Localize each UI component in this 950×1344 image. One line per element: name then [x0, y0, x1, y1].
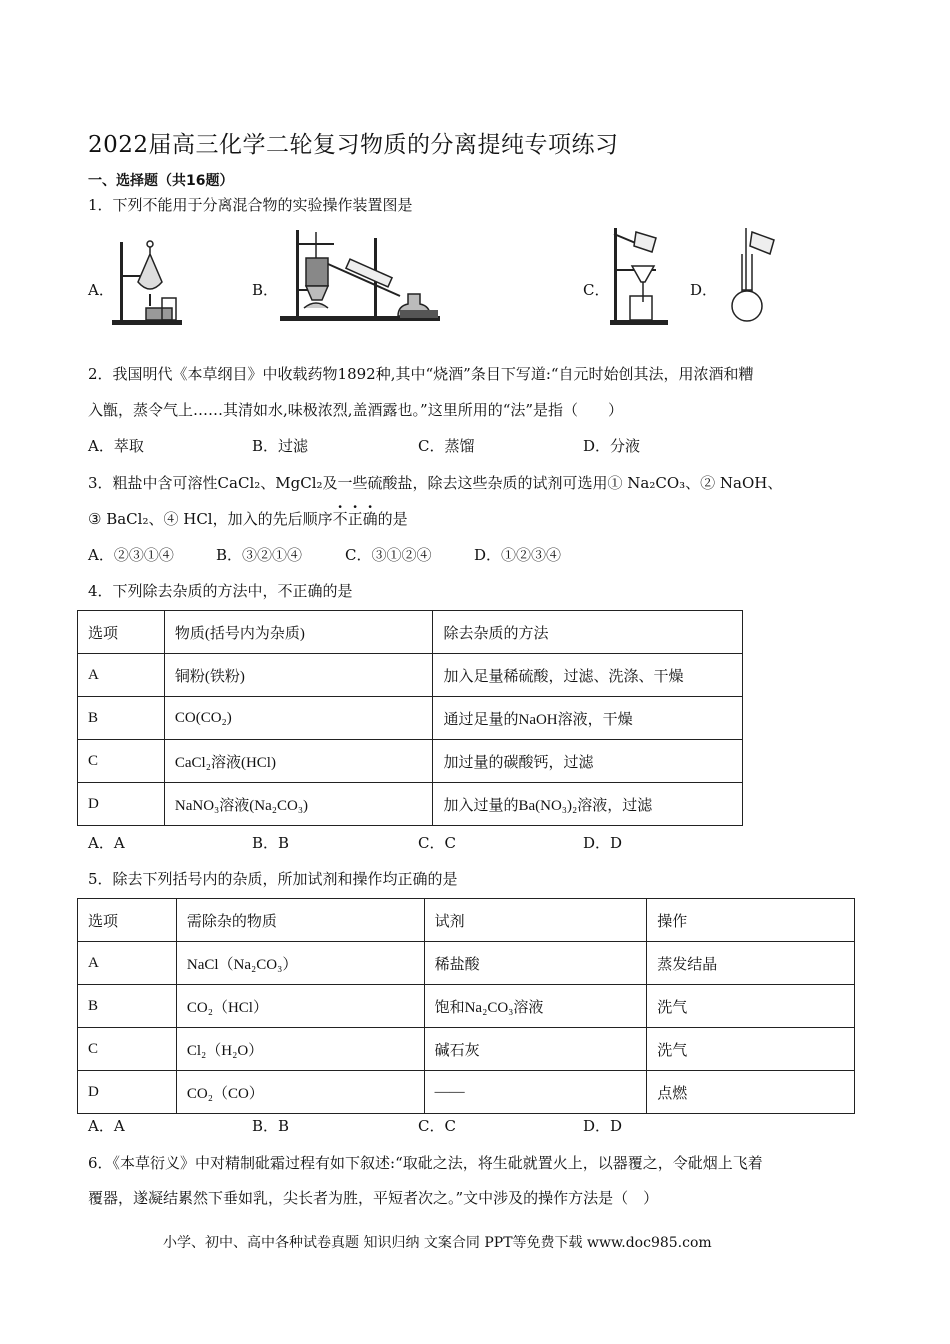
q3-option-b: B．③②①④ — [216, 546, 303, 564]
table-cell: A — [78, 942, 177, 985]
table-cell: D — [78, 1071, 177, 1114]
table-cell: 洗气 — [647, 1028, 855, 1071]
q1-option-d-label: D． — [690, 281, 718, 299]
table-header-cell: 试剂 — [424, 899, 647, 942]
table-cell: 铜粉(铁粉) — [164, 654, 433, 697]
table-cell: 加入足量稀硫酸，过滤、洗涤、干燥 — [433, 654, 743, 697]
table-cell: CO₂（CO） — [176, 1071, 424, 1114]
question-5-stem: 5．除去下列括号内的杂质，所加试剂和操作均正确的是 — [88, 870, 458, 888]
table-cell: D — [78, 783, 165, 826]
q1-option-a-label: A． — [88, 281, 114, 299]
table-row — [78, 697, 743, 740]
question-3-line-2 — [88, 508, 408, 529]
q3-option-a: A．②③①④ — [88, 546, 174, 564]
table-cell: 洗气 — [647, 985, 855, 1028]
question-1-stem: 1．下列不能用于分离混合物的实验操作装置图是 — [88, 196, 413, 214]
table-header-row — [78, 611, 743, 654]
volumetric-flask-transfer-icon — [722, 224, 782, 326]
page-footer: 小学、初中、高中各种试卷真题 知识归纳 文案合同 PPT等免费下载 www.doc985.com — [163, 1235, 712, 1251]
table-header-cell: 操作 — [647, 899, 855, 942]
table-cell: 加过量的碳酸钙，过滤 — [433, 740, 743, 783]
question-6-line-2: 覆器，遂凝结累然下垂如乳，尖长者为胜，平短者次之。”文中涉及的操作方法是（ ） — [88, 1189, 659, 1207]
filtration-apparatus-icon — [608, 224, 670, 328]
table-cell: CO₂（HCl） — [176, 985, 424, 1028]
emphasis-char: 确 — [362, 510, 378, 528]
table-cell: B — [78, 985, 177, 1028]
table-cell: 蒸发结晶 — [647, 942, 855, 985]
table-cell: NaNO₃溶液(Na₂CO₃) — [164, 783, 433, 826]
q5-option-b: B．B — [252, 1117, 290, 1135]
table-cell: 通过足量的NaOH溶液，干燥 — [433, 697, 743, 740]
question-3-line-1: 3．粗盐中含可溶性CaCl₂、MgCl₂及一些硫酸盐，除去这些杂质的试剂可选用① Na₂CO₃、② NaOH、 — [88, 474, 783, 492]
table-cell: C — [78, 740, 165, 783]
q5-option-d: D．D — [583, 1117, 623, 1135]
question-3-line-2-start: ③ BaCl₂、④ HCl，加入的先后顺序 — [88, 510, 333, 528]
table-cell: 加入过量的Ba(NO₃)₂溶液，过滤 — [433, 783, 743, 826]
table-cell: —— — [424, 1071, 647, 1114]
table-cell: NaCl（Na₂CO₃） — [176, 942, 424, 985]
table-header-cell: 物质(括号内为杂质) — [164, 611, 433, 654]
table-row — [78, 783, 743, 826]
table-cell: 碱石灰 — [424, 1028, 647, 1071]
table-row — [78, 740, 743, 783]
question-2-line-2: 入甑，蒸令气上……其清如水,味极浓烈,盖酒露也。”这里所用的“法”是指（ ） — [88, 401, 624, 419]
table-cell: CO(CO₂) — [164, 697, 433, 740]
q2-option-a: A．萃取 — [88, 437, 144, 455]
table-header-row — [78, 899, 855, 942]
question-4-stem: 4．下列除去杂质的方法中，不正确的是 — [88, 582, 353, 600]
table-cell: 点燃 — [647, 1071, 855, 1114]
q4-option-d: D．D — [583, 834, 623, 852]
question-6-line-1: 6．《本草衍义》中对精制砒霜过程有如下叙述:“取砒之法，将生砒就置火上，以器覆之，令砒烟上飞着 — [88, 1154, 763, 1172]
distillation-apparatus-icon — [280, 228, 440, 324]
q4-option-a: A．A — [88, 834, 125, 852]
q2-option-d: D．分液 — [583, 437, 641, 455]
table-cell: CaCl₂溶液(HCl) — [164, 740, 433, 783]
table-cell: C — [78, 1028, 177, 1071]
table-row — [78, 654, 743, 697]
table-row — [78, 1028, 855, 1071]
section-heading: 一、选择题（共16题） — [88, 173, 234, 189]
emphasis-char: 正 — [347, 510, 363, 528]
table-cell: B — [78, 697, 165, 740]
table-cell: 饱和Na₂CO₃溶液 — [424, 985, 647, 1028]
question-2-line-1: 2．我国明代《本草纲目》中收载药物1892种,其中“烧酒”条目下写道:“自元时始创其法，用浓酒和糟 — [88, 365, 754, 383]
table-header-cell: 选项 — [78, 611, 165, 654]
table-header-cell: 需除杂的物质 — [176, 899, 424, 942]
q4-option-b: B．B — [252, 834, 290, 852]
table-row — [78, 942, 855, 985]
page-title: 2022届高三化学二轮复习物质的分离提纯专项练习 — [88, 132, 619, 158]
q2-option-c: C．蒸馏 — [418, 437, 475, 455]
q5-option-a: A．A — [88, 1117, 125, 1135]
table-cell: Cl₂（H₂O） — [176, 1028, 424, 1071]
table-row — [78, 1071, 855, 1114]
separatory-funnel-apparatus-icon — [110, 236, 185, 328]
table-header-cell: 除去杂质的方法 — [433, 611, 743, 654]
q5-option-c: C．C — [418, 1117, 456, 1135]
q5-table — [77, 898, 855, 1114]
q4-table — [77, 610, 743, 826]
question-3-line-2-end: 的是 — [377, 510, 408, 528]
table-row — [78, 985, 855, 1028]
emphasis-char: 不 — [332, 510, 348, 528]
table-cell: A — [78, 654, 165, 697]
table-cell: 稀盐酸 — [424, 942, 647, 985]
table-header-cell: 选项 — [78, 899, 177, 942]
q1-option-c-label: C． — [583, 281, 610, 299]
q4-option-c: C．C — [418, 834, 456, 852]
q1-option-b-label: B． — [252, 281, 279, 299]
q3-option-d: D．①②③④ — [474, 546, 562, 564]
q3-option-c: C．③①②④ — [345, 546, 432, 564]
q2-option-b: B．过滤 — [252, 437, 309, 455]
